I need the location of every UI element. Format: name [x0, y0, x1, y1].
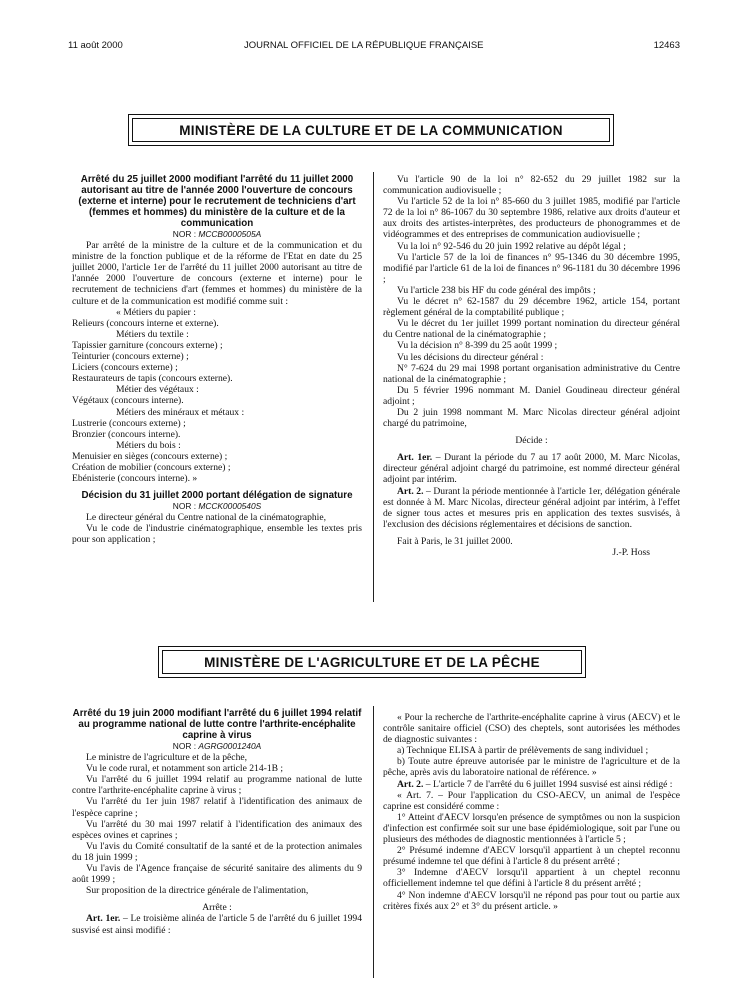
list-item: Création de mobilier (concours externe) ;	[72, 461, 231, 473]
list-item: Menuisier en sièges (concours externe) ;	[72, 450, 228, 462]
list-item: Bronzier (concours interne).	[72, 428, 181, 440]
list-heading: Métiers des minéraux et métaux :	[116, 406, 245, 418]
paragraph: Du 5 février 1996 nommant M. Daniel Goudineau directeur général adjoint ;	[383, 384, 680, 407]
list-item: Végétaux (concours interne).	[72, 395, 184, 407]
culture-right-column	[383, 174, 680, 558]
nor-reference	[72, 741, 362, 752]
act-title: Arrêté du 19 juin 2000 modifiant l'arrêté du 6 juillet 1994 relatif au programme national de lutte contre l'arthrite-encéphalite caprine à virus	[72, 708, 362, 741]
paragraph: Vu les décisions du directeur général :	[397, 351, 544, 363]
paragraph: Vu la décision n° 8-399 du 25 août 1999 ;	[397, 340, 558, 352]
list-item: Ebénisterie (concours interne). »	[72, 473, 198, 485]
list-heading: « Métiers du papier :	[116, 306, 196, 318]
paragraph: Vu l'arrêté du 6 juillet 1994 relatif au programme national de lutte contre l'arthrite-encéphalite caprine à virus ;	[72, 774, 362, 797]
paragraph: Vu l'arrêté du 30 mai 1997 relatif à l'identification des animaux des espèces ovines et caprines ;	[72, 818, 362, 841]
paragraph: Du 2 juin 1998 nommant M. Marc Nicolas directeur général adjoint chargé du patrimoine,	[383, 406, 680, 430]
paragraph: 1° Atteint d'AECV lorsqu'en présence de symptômes ou non la suspicion d'infection est confirmée soit sur une base épidémiologique, soit par l'une ou plusieurs des méthodes de diagnostic mentionnées à l'article 5 ;	[383, 811, 680, 846]
paragraph: a) Technique ELISA à partir de prélèvements de sang individuel ;	[397, 745, 649, 757]
paragraph: « Art. 7. – Pour l'application du CSO-AECV, un animal de l'espèce caprine est considéré comme :	[383, 789, 680, 812]
decision-heading: Décide :	[515, 435, 548, 447]
article-text: – L'article 7 de l'arrêté du 6 juillet 1994 susvisé est ainsi rédigé :	[423, 778, 673, 790]
article-label: Art. 2.	[397, 485, 424, 497]
article-label: Art. 1er.	[397, 452, 433, 464]
act-title: Décision du 31 juillet 2000 portant délégation de signature	[81, 490, 353, 502]
agriculture-left-column	[72, 708, 362, 936]
nor-code: AGRG0001240A	[198, 741, 262, 751]
list-item: Restaurateurs de tapis (concours externe).	[72, 373, 233, 385]
paragraph: Vu le décret du 1er juillet 1999 portant nomination du directeur général du Centre national de la cinématographie ;	[383, 318, 680, 341]
nor-code: MCCK0000540S	[198, 501, 262, 512]
article-label: Art. 2.	[397, 778, 424, 790]
paragraph: Vu le code de l'industrie cinématographique, ensemble les textes pris pour son application ;	[72, 523, 362, 546]
paragraph: Vu l'article 90 de la loi n° 82-652 du 29 juillet 1982 sur la communication audiovisuelle ;	[383, 174, 680, 197]
paragraph: b) Toute autre épreuve autorisée par le ministre de l'agriculture et de la pêche, après avis du laboratoire national de référence. »	[383, 756, 680, 779]
article-label: Art. 1er.	[86, 913, 121, 925]
paragraph: Vu l'article 52 de la loi n° 85-660 du 3 juillet 1985, modifié par l'article 72 de la loi n° 86-1067 du 30 septembre 1986, relative aux droits d'auteur et aux droits des artistes-interprètes, des producteurs de phonogrammes et de vidéogrammes et des entreprises de communication audiovisuelle ;	[383, 196, 680, 241]
paragraph: Vu le code rural, et notamment son article 214-1B ;	[86, 763, 284, 775]
paragraph: Le directeur général du Centre national de la cinématographie,	[86, 512, 326, 524]
paragraph: Par arrêté de la ministre de la culture et de la communication et du ministre de la fonction publique et de la réforme de l'Etat en date du 25 juillet 2000, l'article 1er de l'arrêté du 11 juillet 2000 autorisant au titre de l'année 2000 l'ouverture de concours (externe et interne) pour le recrutement de techniciens d'art (femmes et hommes) du ministère de la culture et de la communication est modifié comme suit :	[72, 240, 362, 307]
nor-label: NOR :	[172, 741, 199, 751]
paragraph: Vu l'avis de l'Agence française de sécurité sanitaire des aliments du 9 août 1999 ;	[72, 863, 362, 886]
running-header	[68, 40, 680, 54]
list-item: Lustrerie (concours externe) ;	[72, 417, 186, 429]
section-title-culture: MINISTÈRE DE LA CULTURE ET DE LA COMMUNICATION	[128, 114, 614, 146]
paragraph: Vu l'article 238 bis HF du code général des impôts ;	[397, 284, 596, 296]
paragraph: « Pour la recherche de l'arthrite-encéphalite caprine à virus (AECV) et le contrôle sanitaire officiel (CSO) des cheptels, sont autorisées les méthodes de diagnostic suivantes :	[383, 712, 680, 746]
article-text: – Durant la période mentionnée à l'article 1er, délégation générale est donnée à M. Marc Nicolas, directeur général adjoint par intérim, à l'effet de signer tous actes et mesures pris en application des textes susvisés, à l'exclusion des décisions réglementaires et décisions de sanction.	[383, 485, 681, 530]
list-heading: Métiers du textile :	[116, 328, 189, 340]
article-paragraph	[383, 779, 680, 790]
article-paragraph	[383, 486, 680, 530]
paragraph: 4° Non indemne d'AECV lorsqu'il ne répond pas pour tout ou partie aux critères fixés aux 2° et 3° du présent article. »	[383, 889, 680, 912]
signature: J.-P. Hoss	[612, 547, 650, 558]
article-text: – Le troisième alinéa de l'article 5 de l'arrêté du 6 juillet 1994 susvisé est ainsi modifié :	[72, 913, 362, 936]
paragraph: Vu l'avis du Comité consultatif de la santé et de la protection animales du 18 juin 1999 ;	[72, 840, 362, 863]
article-paragraph	[72, 913, 362, 935]
column-divider	[373, 706, 374, 978]
list-heading: Métiers du bois :	[116, 439, 181, 451]
list-item: Relieurs (concours interne et externe).	[72, 317, 219, 329]
list-item: Liciers (concours externe) ;	[72, 362, 178, 374]
act-title: Arrêté du 25 juillet 2000 modifiant l'arrêté du 11 juillet 2000 autorisant au titre de l'année 2000 l'ouverture de concours (externe et interne) pour le recrutement de techniciens d'art (femmes et hommes) du ministère de la culture et de la communication	[78, 174, 356, 229]
list-heading: Métier des végétaux :	[116, 384, 199, 396]
culture-left-column	[72, 174, 362, 546]
decision-heading: Arrête :	[202, 902, 232, 914]
paragraph: Le ministre de l'agriculture et de la pêche,	[86, 752, 248, 764]
paragraph: N° 7-624 du 29 mai 1998 portant organisation administrative du Centre national de la cinématographie ;	[383, 362, 680, 385]
header-page-number: 12463	[653, 40, 680, 51]
article-text: – Durant la période du 7 au 17 août 2000, M. Marc Nicolas, directeur général adjoint chargé du patrimoine, est nommé directeur général adjoint par intérim.	[383, 452, 680, 486]
nor-label: NOR :	[172, 229, 199, 239]
list-item: Teinturier (concours externe) ;	[72, 351, 189, 363]
paragraph: Vu l'article 57 de la loi de finances n° 95-1346 du 30 décembre 1995, modifié par l'article 61 de la loi de finances n° 96-1181 du 30 décembre 1996 ;	[383, 251, 680, 285]
paragraph: Fait à Paris, le 31 juillet 2000.	[397, 535, 513, 547]
section-title-agriculture: MINISTÈRE DE L'AGRICULTURE ET DE LA PÊCHE	[158, 646, 586, 678]
paragraph: 3° Indemne d'AECV lorsqu'il appartient à un cheptel reconnu officiellement indemne tel que défini à l'article 8 du présent arrêté ;	[383, 867, 680, 890]
column-divider	[373, 172, 374, 602]
agriculture-right-column	[383, 712, 680, 912]
nor-reference	[72, 229, 362, 240]
paragraph: Vu le décret n° 62-1587 du 29 décembre 1962, article 154, portant règlement général de la comptabilité publique ;	[383, 296, 680, 319]
nor-label: NOR :	[172, 501, 199, 512]
nor-reference	[72, 501, 362, 512]
paragraph: Vu l'arrêté du 1er juin 1987 relatif à l'identification des animaux de l'espèce caprine ;	[72, 796, 362, 819]
header-journal-title: JOURNAL OFFICIEL DE LA RÉPUBLIQUE FRANÇAISE	[244, 40, 484, 51]
paragraph: Sur proposition de la directrice générale de l'alimentation,	[86, 885, 309, 897]
header-date: 11 août 2000	[68, 40, 123, 51]
list-item: Tapissier garniture (concours externe) ;	[72, 339, 223, 351]
paragraph: 2° Présumé indemne d'AECV lorsqu'il appartient à un cheptel reconnu présumé indemne tel que défini à l'article 8 du présent arrêté ;	[383, 845, 680, 868]
nor-code: MCCB0000505A	[198, 229, 262, 239]
paragraph: Vu la loi n° 92-546 du 20 juin 1992 relative au dépôt légal ;	[397, 240, 626, 252]
article-paragraph	[383, 452, 680, 485]
